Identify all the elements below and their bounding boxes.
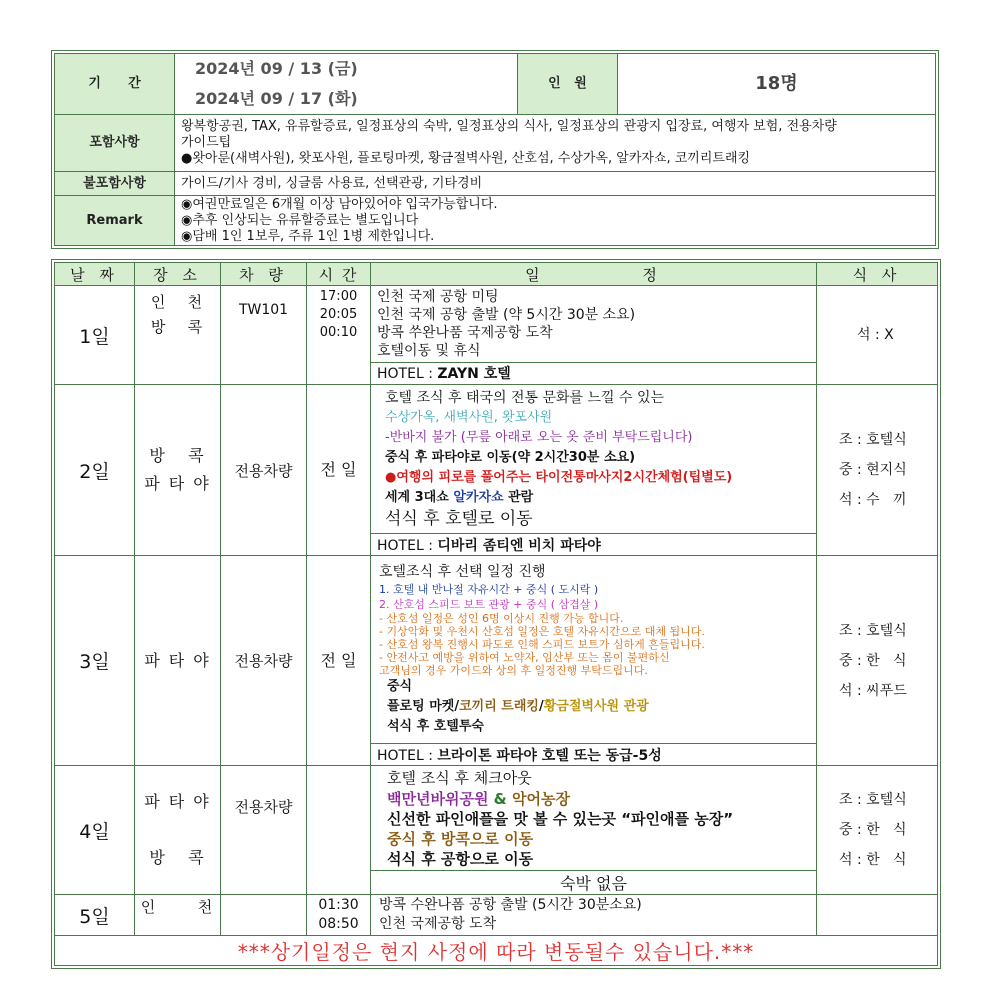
time-line: 08:50: [318, 916, 359, 933]
included-line: 왕복항공권, TAX, 유류할증료, 일정표상의 숙박, 일정표상의 식사, 일정표상의 관광지 입장료, 여행자 보험, 전용차량: [181, 119, 837, 134]
schedule-line: 인천 국제 공항 출발 (약 5시간 30분 소요): [377, 307, 636, 323]
schedule-line: 호텔 조식 후 태국의 전통 문화를 느낄 수 있는: [385, 390, 665, 407]
schedule-line: - 산호섬 왕복 진행시 파도로 인해 스피드 보트가 심하게 흔들립니다.: [379, 637, 705, 651]
meal-lunch: 중 : 한 식: [839, 652, 907, 669]
hotel-prefix: HOTEL :: [377, 747, 438, 764]
day2-vehicle: 전용차량: [221, 385, 307, 556]
day2-meals: [817, 385, 938, 556]
day1-time: [307, 286, 371, 385]
schedule-line: 석식 후 호텔투숙: [387, 718, 484, 734]
header-place: 장 소: [135, 263, 221, 286]
day3-place: 파 타 야: [135, 556, 221, 766]
excluded-label: 불포함사항: [55, 172, 175, 196]
day4-no-stay: 숙박 없음: [371, 871, 817, 895]
header-date: 날 짜: [55, 263, 135, 286]
date-end: 2024년 09 / 17 (화): [195, 89, 358, 108]
schedule-line: 신선한 파인애플을 맛 볼 수 있는곳 “파인애플 농장”: [387, 809, 734, 828]
remark-label: Remark: [55, 196, 175, 246]
schedule-line: - 산호섬 일정은 성인 6명 이상시 진행 가능 합니다.: [379, 611, 624, 625]
schedule-line: [385, 488, 816, 508]
date-start: 2024년 09 / 13 (금): [195, 59, 358, 78]
schedule-text: 플로팅 마켓/: [387, 698, 460, 714]
day4-vehicle: 전용차량: [221, 766, 307, 895]
schedule-text: 백만년바위공원: [387, 789, 489, 808]
place-line: 방 콕: [149, 446, 206, 466]
day5-schedule: [371, 895, 817, 935]
place-line: 방 콕: [149, 848, 206, 868]
day2-label: 2일: [55, 385, 135, 556]
schedule-text: 세계 3대쇼: [385, 490, 454, 506]
included-label: 포함사항: [55, 115, 175, 172]
day2-place: [135, 385, 221, 556]
schedule-line: 고객님의 경우 가이드와 상의 후 일정진행 부탁드립니다.: [379, 663, 648, 677]
day5-time: [307, 895, 371, 935]
people-label: 인 원: [518, 54, 618, 115]
schedule-line: 중식: [387, 678, 413, 694]
meal-dinner: 석 : 씨푸드: [839, 682, 907, 699]
day3-time: 전 일: [307, 556, 371, 766]
schedule-text: &: [488, 789, 512, 808]
meal-dinner: 석 : 한 식: [839, 852, 907, 869]
day3-meals: [817, 556, 938, 766]
schedule-text: 황금절벽사원 관광: [543, 698, 649, 714]
day4-label: 4일: [55, 766, 135, 895]
place-line: 방 콕: [150, 318, 205, 337]
day1-place: [135, 286, 221, 385]
schedule-line: 1. 호텔 내 반나절 자유시간 + 중식 ( 도시락 ): [379, 582, 599, 596]
schedule-line: 중식 후 파타야로 이동(약 2시간30분 소요): [385, 450, 636, 466]
meal-breakfast: 조 : 호텔식: [839, 792, 907, 809]
included-line: ●왓아룬(새벽사원), 왓포사원, 플로팅마켓, 황금절벽사원, 산호섬, 수상가옥, 알카자쇼, 코끼리트래킹: [181, 151, 751, 166]
day5-vehicle: [221, 895, 307, 935]
schedule-line: 방콕 쑤완나품 국제공항 도착: [377, 325, 553, 341]
day1-hotel: [371, 362, 817, 384]
day4-place: [135, 766, 221, 895]
header-schedule: 일 정: [371, 263, 817, 286]
meal-breakfast: 조 : 호텔식: [839, 432, 907, 449]
meal-breakfast: 조 : 호텔식: [839, 622, 907, 639]
schedule-line: 호텔조식 후 선택 일정 진행: [379, 563, 546, 580]
itinerary-table: [54, 262, 938, 966]
hotel-name: 디바리 좀티엔 비치 파타야: [437, 537, 601, 554]
trip-info-box: [51, 50, 939, 249]
schedule-line: 석식 후 호텔로 이동: [385, 509, 533, 530]
day5-label: 5일: [55, 895, 135, 935]
meal-dinner: 석 : 수 끼: [839, 492, 907, 509]
schedule-line: - 안전사고 예방을 위하여 노약자, 임산부 또는 몸이 불편하신: [379, 650, 670, 664]
header-meal: 식 사: [817, 263, 938, 286]
day3-schedule: [371, 556, 817, 744]
hotel-name: ZAYN 호텔: [437, 366, 511, 383]
day5-meals: [817, 895, 938, 935]
remark-line: ◉여권만료일은 6개월 이상 남아있어야 입국가능합니다.: [181, 196, 498, 212]
meal-lunch: 중 : 한 식: [839, 822, 907, 839]
time-line: 00:10: [319, 325, 358, 341]
day1-meals: [817, 286, 938, 385]
schedule-line: 2. 산호섬 스피드 보트 관광 + 중식 ( 삼겹살 ): [379, 597, 599, 611]
schedule-line: 호텔 조식 후 체크아웃: [387, 768, 532, 787]
schedule-line: - 기상악화 및 우천시 산호섬 일정은 호텔 자유시간으로 대체 됩니다.: [379, 624, 705, 638]
remark-line: ◉추후 인상되는 유류할증료는 별도입니다: [181, 212, 419, 228]
schedule-line: -반바지 불가 (무릎 아래로 오는 옷 준비 부탁드립니다): [385, 430, 693, 446]
place-line: 파 타 야: [144, 792, 211, 812]
itinerary-footer-notice: ***상기일정은 현지 사정에 따라 변동될수 있습니다.***: [55, 935, 938, 965]
day3-label: 3일: [55, 556, 135, 766]
included-items: [175, 115, 936, 172]
schedule-line: 호텔이동 및 휴식: [377, 343, 481, 359]
day4-schedule: [371, 766, 817, 871]
hotel-prefix: HOTEL :: [377, 366, 438, 383]
remark-line: ◉담배 1인 1보루, 주류 1인 1병 제한입니다.: [181, 228, 435, 244]
meal-dinner: 석 : X: [857, 327, 894, 344]
included-line: 가이드팁: [181, 135, 232, 150]
day5-place: 인 천: [135, 895, 221, 935]
header-time: 시 간: [307, 263, 371, 286]
schedule-line: [379, 697, 816, 717]
day2-time: 전 일: [307, 385, 371, 556]
day1-label: 1일: [55, 286, 135, 385]
header-vehicle: 차 량: [221, 263, 307, 286]
time-line: 01:30: [318, 897, 359, 914]
day3-hotel: [371, 744, 817, 766]
time-line: 17:00: [319, 289, 358, 305]
itinerary-box: [51, 259, 941, 969]
schedule-line: 인천 국제 공항 미팅: [377, 289, 499, 305]
schedule-line: 방콕 수완나폼 공항 출발 (5시간 30분소요): [379, 897, 642, 914]
time-line: 20:05: [319, 307, 358, 323]
day2-hotel: [371, 534, 817, 556]
meal-lunch: 중 : 현지식: [839, 462, 907, 479]
schedule-text: /: [538, 698, 544, 714]
day4-meals: [817, 766, 938, 895]
schedule-text: 관람: [503, 490, 534, 506]
schedule-line: 인천 국제공항 도착: [379, 916, 497, 933]
schedule-line: [387, 789, 816, 809]
day1-vehicle: TW101: [221, 286, 307, 385]
remark-items: [175, 196, 936, 246]
day1-schedule: [371, 286, 817, 363]
place-line: 인 천: [150, 293, 205, 312]
people-count: 18명: [618, 54, 936, 115]
schedule-line: 수상가옥, 새벽사원, 왓포사원: [385, 410, 553, 426]
day3-vehicle: 전용차량: [221, 556, 307, 766]
day4-time: [307, 766, 371, 895]
excluded-items: 가이드/기사 경비, 싱글룸 사용료, 선택관광, 기타경비: [175, 172, 936, 196]
hotel-name: 브라이톤 파타야 호텔 또는 동급-5성: [437, 747, 662, 764]
trip-info-table: [54, 53, 936, 246]
schedule-text: 코끼리 트래킹: [459, 698, 539, 714]
schedule-line: ●여행의 피로를 풀어주는 타이전통마사지2시간체험(팁별도): [385, 470, 733, 486]
period-dates: [175, 54, 518, 115]
hotel-prefix: HOTEL :: [377, 537, 438, 554]
schedule-line: 석식 후 공항으로 이동: [387, 849, 534, 868]
schedule-text: 알카자쇼: [453, 490, 504, 506]
schedule-text: 악어농장: [511, 789, 570, 808]
schedule-line: 중식 후 방콕으로 이동: [387, 829, 534, 848]
day2-schedule: [371, 385, 817, 534]
place-line: 파 타 야: [144, 474, 211, 494]
period-label: 기 간: [55, 54, 175, 115]
